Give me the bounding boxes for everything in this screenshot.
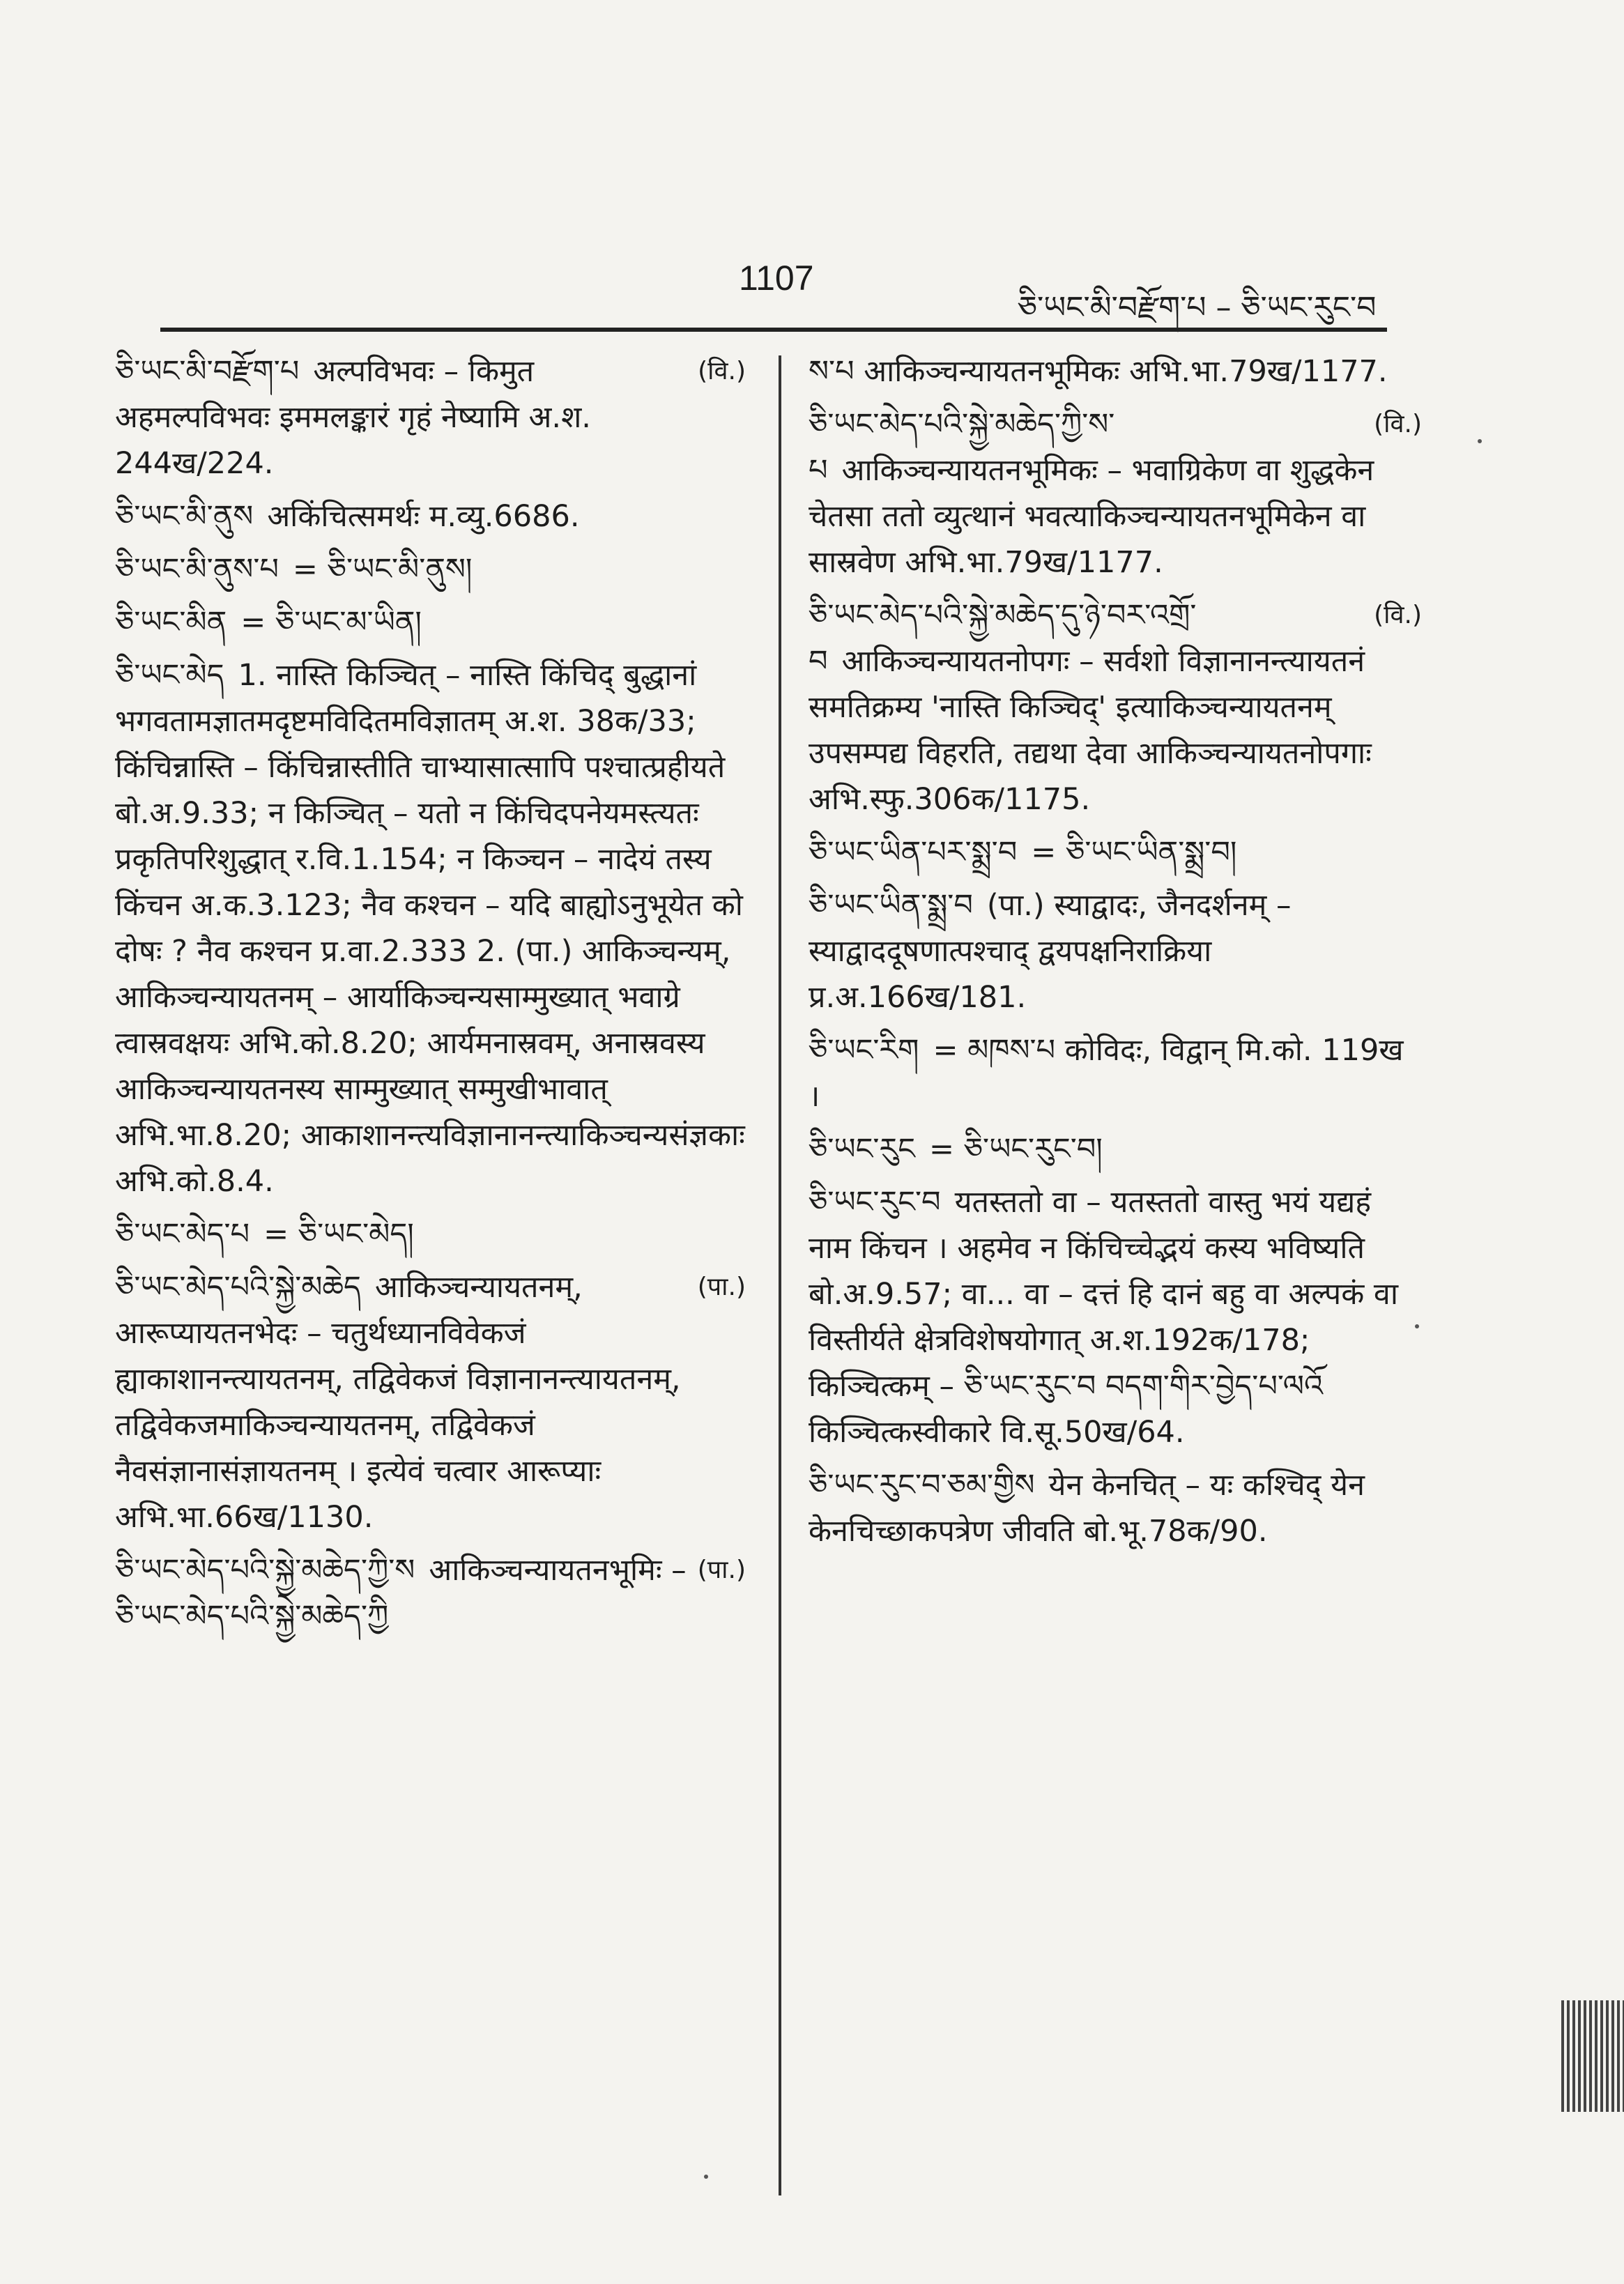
definition-text: = ཅི་ཡང་མ་ཡིན། [240, 605, 422, 640]
headword: ཅི་ཡང་རུང [809, 1132, 915, 1167]
definition-text: यतस्ततो वा – यतस्ततो वास्तु भयं यद्यहं नाम किंचन । अहमेव न किंचिच्चेद्भयं कस्य भविष्यति बो.अ.9.57; वा... वा – दत्तं हि दानं बहु वा अल्पकं वा विस्तीर्यते क्षेत्रविशेषयोगात् अ.श.192क/178; किञ्चित्कम् – ཅི་ཡང་རུང་བ བདག་གིར་བྱེད་པ་ལའོ किञ्चित्कस्वीकारे वि.सू.50ख/64. [809, 1185, 1398, 1450]
headword: ཅི་ཡང་མི་ནུས་པ [115, 552, 279, 587]
dictionary-entry [115, 546, 746, 592]
definition-text: = ཅི་ཡང་མི་ནུས། [292, 552, 473, 587]
scan-speck [1478, 439, 1482, 443]
definition-text: आकिञ्चन्यायतनम्, आरूप्यायतनभेदः – चतुर्थध्यानविवेकजं ह्याकाशानन्त्यायतनम्, तद्विवेकजं विज्ञानानन्त्यायतनम्, तद्विवेकजमाकिञ्चन्यायतनम्, तद्विवेकजं नैवसंज्ञानासंज्ञायतनम् । इत्येवं चत्वार आरूप्याः अभि.भा.66ख/1130. [115, 1270, 681, 1535]
scan-speck [1415, 1324, 1419, 1328]
running-head: ཅི་ཡང་མི་བརྫོག་པ – ཅི་ཡང་རུང་བ [1018, 290, 1377, 325]
grammar-tag: (पा.) [697, 1556, 746, 1584]
definition-text: ས་པ आकिञ्चन्यायतनभूमिकः अभि.भा.79ख/1177. [809, 354, 1388, 389]
column-divider [779, 355, 781, 2195]
definition-text: अकिंचित्समर्थः म.व्यु.6686. [267, 499, 580, 534]
definition-text: आकिञ्चन्यायतनभूमिः – ཅི་ཡང་མེད་པའི་སྐྱེ་མཆེད་ཀྱི [115, 1553, 687, 1634]
dictionary-entry [115, 1211, 746, 1257]
left-column [115, 348, 746, 1646]
dictionary-entry [809, 401, 1422, 585]
headword: ཅི་ཡང་རུང་བ་ཅམ་གྱིས [809, 1468, 1035, 1503]
grammar-tag: (पा.) [697, 1273, 746, 1301]
definition-text: = ཅི་ཡང་རུང་བ། [929, 1132, 1103, 1167]
definition-text: = མཁས་པ कोविदः, विद्वान् मि.को. 119ख । [809, 1033, 1404, 1114]
dictionary-entry [809, 1179, 1422, 1455]
scan-speck [704, 2175, 708, 2179]
dictionary-entry [115, 348, 746, 486]
dictionary-entry [809, 1462, 1422, 1554]
headword: ཅི་ཡང་རིག [809, 1033, 919, 1068]
right-column [809, 348, 1422, 1561]
header-rule [160, 328, 1387, 332]
scan-edge-artifact [1561, 2000, 1624, 2112]
definition-text: अल्पविभवः – किमुत अहमल्पविभवः इममलङ्कारं गृहं नेष्यामि अ.श. 244ख/224. [115, 354, 591, 481]
definition-text: (पा.) स्याद्वादः, जैनदर्शनम् – स्याद्वाददूषणात्पश्चाद् द्वयपक्षनिराक्रिया प्र.अ.166ख/181. [809, 888, 1292, 1015]
headword: ཅི་ཡང་མིན [115, 605, 227, 640]
headword: ཅི་ཡང་མེད་པ [115, 1217, 250, 1252]
dictionary-entry [115, 1547, 746, 1639]
grammar-tag: (वि.) [1374, 410, 1422, 438]
headword: ཅི་ཡང་མེད་པའི་སྐྱེ་མཆེད་ཀྱི་ས [115, 1553, 415, 1588]
dictionary-entry [809, 1027, 1422, 1119]
definition-text: = ཅི་ཡང་ཡིན་སྨྲ་བ། [1031, 835, 1237, 870]
dictionary-entry [115, 599, 746, 645]
grammar-tag: (वि.) [1374, 601, 1422, 629]
definition-text: 1. नास्ति किञ्चित् – नास्ति किंचिद् बुद्धानां भगवतामज्ञातमदृष्टमविदितमविज्ञातम् अ.श. 38क/33; किंचिन्नास्ति – किंचिन्नास्तीति चाभ्यासात्सापि पश्चात्प्रहीयते बो.अ.9.33; न किञ्चित् – यतो न किंचिदपनेयमस्त्यतः प्रकृतिपरिशुद्धात् र.वि.1.154; न किञ्चन – नादेयं तस्य किंचन अ.क.3.123; नैव कश्चन – यदि बाह्योऽनुभूयेत को दोषः ? नैव कश्चन प्र.वा.2.333 2. (पा.) आकिञ्चन्यम्, आकिञ्चन्यायतनम् – आर्याकिञ्चन्यसाम्मुख्यात् भवाग्रे त्वास्रवक्षयः अभि.को.8.20; आर्यमनास्रवम्, अनास्रवस्य आकिञ्चन्यायतनस्य साम्मुख्यात् सम्मुखीभावात् अभि.भा.8.20; आकाशानन्त्यविज्ञानानन्त्याकिञ्चन्यसंज्ञकाः अभि.को.8.4. [115, 658, 745, 1199]
headword: ཅི་ཡང་མི་ནུས [115, 499, 254, 534]
headword: ཅི་ཡང་རུང་བ [809, 1185, 941, 1220]
dictionary-entry [809, 829, 1422, 875]
dictionary-entry [115, 1264, 746, 1540]
headword: ཅི་ཡང་ཡིན་སྨྲ་བ [809, 888, 973, 923]
definition-text: = ཅི་ཡང་མེད། [263, 1217, 414, 1252]
dictionary-entry [115, 493, 746, 539]
headword: ཅི་ཡང་མི་བརྫོག་པ [115, 354, 300, 389]
headword: ཅི་ཡང་མེད་པའི་སྐྱེ་མཆེད་དུ་ཉེ་བར་འགྲོ་བ [809, 598, 1197, 679]
dictionary-entry [809, 1126, 1422, 1172]
definition-text: येन केनचित् – यः कश्चिद् येन केनचिच्छाकपत्रेण जीवति बो.भू.78क/90. [809, 1468, 1365, 1549]
dictionary-entry [809, 348, 1422, 394]
dictionary-entry [115, 652, 746, 1204]
dictionary-entry [809, 882, 1422, 1020]
definition-text: आकिञ्चन्यायतनोपगः – सर्वशो विज्ञानानन्त्यायतनं समतिक्रम्य 'नास्ति किञ्चिद्' इत्याकिञ्चन्यायतनम् उपसम्पद्य विहरति, तद्यथा देवा आकिञ्चन्यायतनोपगाः अभि.स्फु.306क/1175. [809, 644, 1372, 817]
dictionary-entry [809, 592, 1422, 822]
headword: ཅི་ཡང་མེད་པའི་སྐྱེ་མཆེད་ཀྱི་ས་པ [809, 407, 1115, 488]
grammar-tag: (वि.) [698, 357, 746, 385]
page-number: 1107 [739, 259, 814, 298]
headword: ཅི་ཡང་མེད་པའི་སྐྱེ་མཆེད [115, 1270, 361, 1305]
headword: ཅི་ཡང་མེད [115, 658, 224, 693]
definition-text: आकिञ्चन्यायतनभूमिकः – भवाग्रिकेण वा शुद्धकेन चेतसा ततो व्युत्थानं भवत्याकिञ्चन्यायतनभूमिकेन वा सास्रवेण अभि.भा.79ख/1177. [809, 453, 1374, 580]
headword: ཅི་ཡང་ཡིན་པར་སྨྲ་བ [809, 835, 1018, 870]
